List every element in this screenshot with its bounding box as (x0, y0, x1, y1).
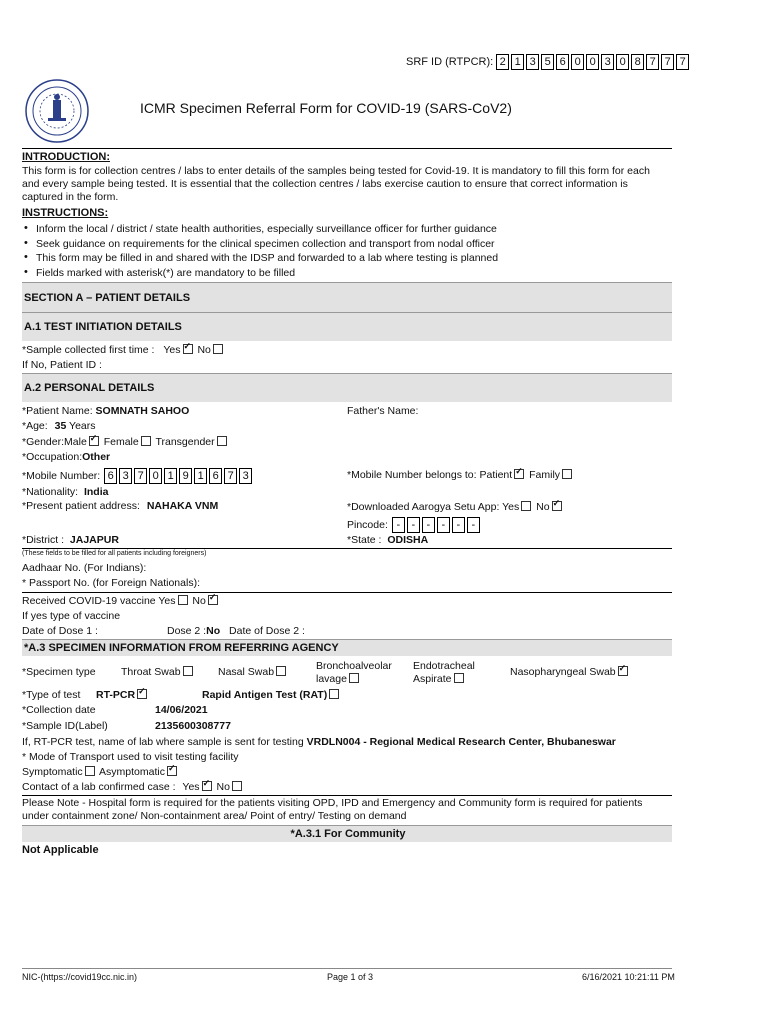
address-value: NAHAKA VNM (146, 500, 219, 512)
dose2-date-label: Date of Dose 2 : (229, 625, 305, 637)
srf-label: SRF ID (RTPCR): (406, 56, 494, 68)
mobile-digit-box: 9 (179, 468, 192, 484)
mobile-digit-box: 1 (194, 468, 207, 484)
sample-id: 2135600308777 (155, 720, 231, 732)
foreigner-note: (These fields to be filled for all patients including foreigners) (22, 550, 207, 557)
sample-first-row (22, 344, 672, 356)
pincode-digit-box: - (407, 517, 420, 533)
instruction-item: • Seek guidance on requirements for the clinical specimen collection and transport from nodal officer (22, 237, 672, 252)
srf-digit-box: 7 (646, 54, 659, 70)
passport-label: * Passport No. (for Foreign Nationals): (22, 577, 200, 589)
sample-id-label: *Sample ID(Label) (22, 720, 108, 732)
patient-name-label: *Patient Name: (22, 405, 93, 417)
transgender-checkbox[interactable] (217, 436, 227, 446)
a3-header: *A.3 SPECIMEN INFORMATION FROM REFERRING AGENCY (22, 639, 672, 656)
intro-text (22, 165, 672, 204)
srf-digit-box: 0 (586, 54, 599, 70)
nasal-swab-option (218, 666, 288, 678)
srf-digit-box: 0 (616, 54, 629, 70)
contact-row (22, 781, 244, 793)
district-row (22, 534, 119, 546)
father-name-label: Father's Name: (347, 405, 419, 417)
broncho-label: Bronchoalveolar (316, 660, 392, 672)
age-unit: Years (69, 420, 96, 432)
nationality-row (22, 486, 108, 498)
divider (22, 795, 672, 796)
transport-label: * Mode of Transport used to visit testing facility (22, 751, 239, 763)
aarogya-label: *Downloaded Aarogya Setu App: Yes (347, 501, 520, 513)
female-label: Female (103, 436, 139, 448)
dose1-label: Date of Dose 1 : (22, 625, 98, 637)
endo-checkbox[interactable] (454, 673, 464, 683)
pincode-digit-box: - (452, 517, 465, 533)
male-checkbox[interactable] (89, 436, 99, 446)
divider (22, 592, 672, 593)
pincode-digits (392, 517, 482, 533)
rat-label: Rapid Antigen Test (RAT) (202, 689, 328, 701)
pincode-label: Pincode: (347, 519, 388, 531)
mobile-digit-box: 0 (149, 468, 162, 484)
mobile-label: *Mobile Number: (22, 470, 101, 482)
naso-checkbox[interactable] (618, 666, 628, 676)
intro-line: and every sample being tested. It is essential that the collection centres / labs exercise caution to ensure that correct information is (22, 178, 628, 190)
age-label: *Age: (22, 420, 48, 432)
family-checkbox[interactable] (562, 469, 572, 479)
rtpcr-option (96, 689, 149, 701)
mobile-digit-box: 7 (134, 468, 147, 484)
vaccine-label: Received COVID-19 vaccine Yes (22, 595, 176, 607)
naso-option (510, 666, 630, 678)
a1-header: A.1 TEST INITIATION DETAILS (22, 312, 672, 341)
srf-id (406, 54, 691, 70)
endo-option (413, 660, 475, 686)
pincode-digit-box: - (422, 517, 435, 533)
section-a-header: SECTION A – PATIENT DETAILS (22, 282, 672, 312)
broncho-checkbox[interactable] (349, 673, 359, 683)
mobile-digit-box: 6 (209, 468, 222, 484)
sample-first-label: *Sample collected first time : (22, 344, 155, 356)
intro-heading: INTRODUCTION: (22, 151, 110, 163)
contact-label: Contact of a lab confirmed case : (22, 781, 176, 793)
mobile-digit-box: 1 (164, 468, 177, 484)
sample-first-yes-checkbox[interactable] (183, 344, 193, 354)
mobile-digit-box: 3 (119, 468, 132, 484)
patient-id: If No, Patient ID : (22, 359, 102, 371)
instructions-list (22, 222, 672, 280)
mobile-digit-box: 6 (104, 468, 117, 484)
srf-digit-box: 8 (631, 54, 644, 70)
nationality-label: *Nationality: (22, 486, 79, 498)
mobile-row (22, 468, 254, 484)
collection-date: 14/06/2021 (155, 704, 208, 716)
dose2-value: No (206, 625, 221, 637)
srf-digits (496, 54, 691, 70)
vaccine-yes-checkbox[interactable] (178, 595, 188, 605)
srf-digit-box: 3 (601, 54, 614, 70)
aarogya-no-checkbox[interactable] (552, 501, 562, 511)
transgender-label: Transgender (155, 436, 215, 448)
test-type-row (22, 689, 80, 701)
occupation-row (22, 451, 110, 463)
vaccine-no-checkbox[interactable] (208, 595, 218, 605)
endo-label: Endotracheal (413, 660, 475, 672)
dose2-label: Dose 2 : (167, 625, 207, 637)
symptomatic-checkbox[interactable] (85, 766, 95, 776)
rtpcr-checkbox[interactable] (137, 689, 147, 699)
district-label: *District : (22, 534, 64, 546)
aadhaar-label: Aadhaar No. (For Indians): (22, 562, 147, 574)
occupation-value: Other (82, 451, 111, 463)
test-type-label: *Type of test (22, 689, 81, 701)
specimen-type-label: *Specimen type (22, 666, 96, 678)
address-label: *Present patient address: (22, 500, 140, 512)
pincode-digit-box: - (437, 517, 450, 533)
broncho-label-2: lavage (316, 673, 347, 685)
pincode-digit-box: - (467, 517, 480, 533)
pincode-digit-box: - (392, 517, 405, 533)
srf-digit-box: 2 (496, 54, 509, 70)
a2-header: A.2 PERSONAL DETAILS (22, 373, 672, 402)
srf-digit-box: 3 (526, 54, 539, 70)
vaccine-no-label: No (192, 595, 206, 607)
address-row (22, 500, 218, 512)
mobile-digits (104, 468, 254, 484)
a31-value: Not Applicable (22, 844, 99, 856)
gender-row (22, 436, 229, 448)
age-value: 35 (54, 420, 67, 432)
aarogya-row (347, 501, 564, 513)
rat-option (202, 689, 341, 701)
mobile-belongs-row (347, 469, 574, 481)
vaccine-row (22, 595, 220, 607)
contact-no-label: No (216, 781, 230, 793)
aarogya-no-label: No (536, 501, 550, 513)
footer-divider (22, 968, 672, 969)
instruction-item: • This form may be filled in and shared with the IDSP and forwarded to a lab where testing is planned (22, 251, 672, 266)
contact-yes-checkbox[interactable] (202, 781, 212, 791)
intro-line: captured in the form. (22, 191, 119, 203)
a31-header: *A.3.1 For Community (22, 825, 672, 842)
mobile-digit-box: 7 (224, 468, 237, 484)
state-value: ODISHA (387, 534, 429, 546)
endo-label-2: Aspirate (413, 673, 452, 685)
rtpcr-label: RT-PCR (96, 689, 136, 701)
mobile-belongs-label: *Mobile Number belongs to: Patient (347, 469, 513, 481)
hospital-note (22, 797, 672, 823)
lab-label: If, RT-PCR test, name of lab where sample is sent for testing (22, 736, 304, 748)
family-label: Family (529, 469, 561, 481)
srf-digit-box: 0 (571, 54, 584, 70)
instructions-heading: INSTRUCTIONS: (22, 207, 109, 219)
srf-digit-box: 5 (541, 54, 554, 70)
state-label: *State : (347, 534, 382, 546)
divider (22, 548, 672, 549)
gender-label: *Gender:Male (22, 436, 87, 448)
sample-first-no-checkbox[interactable] (213, 344, 223, 354)
female-checkbox[interactable] (141, 436, 151, 446)
aarogya-yes-checkbox[interactable] (521, 501, 531, 511)
occupation-label: *Occupation: (22, 451, 83, 463)
vaccine-type: If yes type of vaccine (22, 610, 121, 622)
lab-value: VRDLN004 - Regional Medical Research Center, Bhubaneswar (306, 736, 616, 748)
form-title: ICMR Specimen Referral Form for COVID-19 (SARS-CoV2) (140, 100, 512, 116)
mobile-digit-box: 3 (239, 468, 252, 484)
divider (22, 148, 672, 149)
footer-timestamp: 6/16/2021 10:21:11 PM (582, 972, 675, 982)
nasal-swab-checkbox[interactable] (276, 666, 286, 676)
asymptomatic-checkbox[interactable] (167, 766, 177, 776)
state-row (347, 534, 428, 546)
lab-row (22, 736, 616, 748)
rat-checkbox[interactable] (329, 689, 339, 699)
srf-digit-box: 7 (661, 54, 674, 70)
note-line: under containment zone/ Non-containment area/ Point of entry/ Testing on demand (22, 810, 407, 822)
srf-digit-box: 1 (511, 54, 524, 70)
srf-digit-box: 6 (556, 54, 569, 70)
patient-name: SOMNATH SAHOO (95, 405, 190, 417)
contact-no-checkbox[interactable] (232, 781, 242, 791)
district-value: JAJAPUR (69, 534, 119, 546)
srf-digit-box: 7 (676, 54, 689, 70)
note-line: Please Note - Hospital form is required for the patients visiting OPD, IPD and Emergency and Community form is required for patients (22, 797, 643, 809)
dose2-row (167, 625, 305, 637)
throat-swab-checkbox[interactable] (183, 666, 193, 676)
patient-checkbox[interactable] (514, 469, 524, 479)
yes-label: Yes (163, 344, 181, 356)
no-label: No (197, 344, 211, 356)
instruction-item: • Inform the local / district / state health authorities, especially surveillance officer for further guidance (22, 222, 672, 237)
footer-page: Page 1 of 3 (327, 972, 374, 982)
asymptomatic-label: Asymptomatic (99, 766, 165, 778)
patient-name-row (22, 405, 189, 417)
broncho-option (316, 660, 392, 686)
instruction-item: • Fields marked with asterisk(*) are mandatory to be filled (22, 266, 672, 281)
symptomatic-label: Symptomatic (22, 766, 83, 778)
age-row (22, 420, 96, 432)
symptom-row (22, 766, 179, 778)
icmr-logo-icon (24, 78, 90, 144)
footer-url: NIC-(https://covid19cc.nic.in) (22, 972, 138, 982)
throat-label: Throat Swab (121, 666, 181, 678)
contact-yes-label: Yes (182, 781, 200, 793)
nationality-value: India (83, 486, 109, 498)
nasal-label: Nasal Swab (218, 666, 275, 678)
throat-swab-option (121, 666, 195, 678)
intro-line: This form is for collection centres / labs to enter details of the samples being tested for Covid-19. It is mandatory to fill this form for each (22, 165, 650, 177)
collection-label: *Collection date (22, 704, 96, 716)
naso-label: Nasopharyngeal Swab (510, 666, 616, 678)
pincode-row (347, 517, 482, 533)
